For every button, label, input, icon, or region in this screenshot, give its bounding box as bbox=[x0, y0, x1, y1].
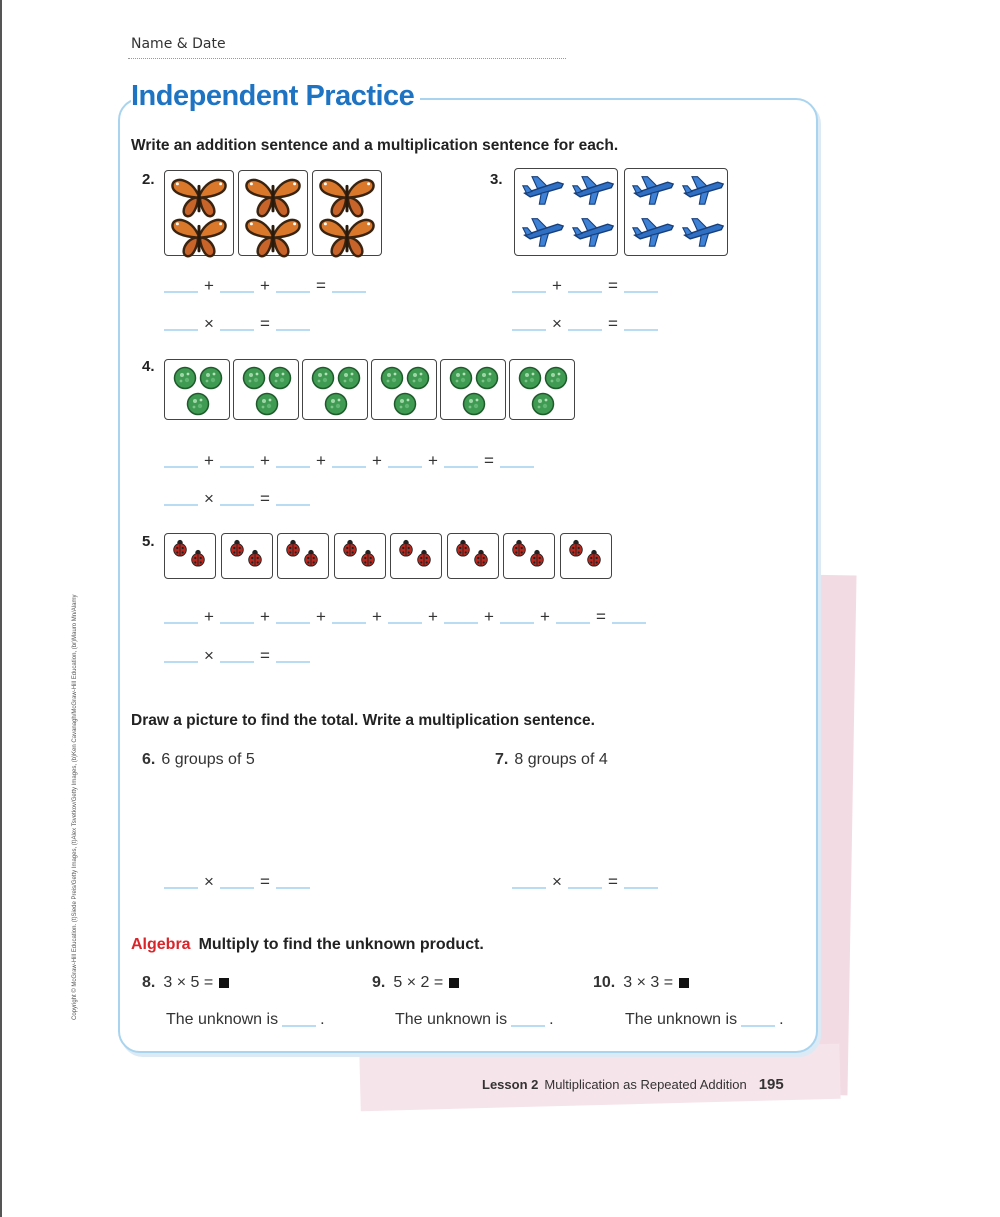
ladybug-icon bbox=[359, 549, 377, 572]
answer-blank[interactable] bbox=[624, 875, 658, 889]
answer-blank[interactable] bbox=[332, 454, 366, 468]
green-ball-icon bbox=[268, 366, 292, 395]
lesson-title: Multiplication as Repeated Addition bbox=[544, 1077, 747, 1092]
instruction-addition-multiplication: Write an addition sentence and a multiplication sentence for each. bbox=[131, 137, 619, 154]
problem-5-number: 5. bbox=[142, 533, 155, 550]
problem-7-number: 7. bbox=[495, 751, 509, 768]
answer-blank[interactable] bbox=[444, 454, 478, 468]
answer-blank[interactable] bbox=[164, 317, 198, 331]
ladybug-icon bbox=[189, 549, 207, 572]
answer-blank[interactable] bbox=[220, 454, 254, 468]
ladybug-icon bbox=[567, 539, 585, 562]
answer-blank[interactable] bbox=[568, 317, 602, 331]
group-box bbox=[334, 533, 386, 579]
group-box bbox=[447, 533, 499, 579]
problem-4-number: 4. bbox=[142, 358, 155, 375]
green-ball-icon bbox=[255, 392, 279, 421]
problem-2-addition-sentence: + + = bbox=[160, 276, 370, 296]
ladybug-icon bbox=[228, 539, 246, 562]
problem-6 bbox=[142, 751, 255, 769]
answer-blank[interactable] bbox=[444, 610, 478, 624]
problem-6-multiplication-sentence: × = bbox=[160, 872, 314, 892]
lesson-number: Lesson 2 bbox=[482, 1077, 539, 1092]
answer-blank[interactable] bbox=[276, 649, 310, 663]
group-box bbox=[233, 359, 299, 420]
answer-blank[interactable] bbox=[568, 279, 602, 293]
green-ball-icon bbox=[475, 366, 499, 395]
answer-blank[interactable] bbox=[388, 454, 422, 468]
problem-7-text: 8 groups of 4 bbox=[514, 751, 608, 768]
group-box bbox=[440, 359, 506, 420]
problem-10-unknown: The unknown is . bbox=[625, 1011, 784, 1028]
answer-blank[interactable] bbox=[164, 649, 198, 663]
problem-4-multiplication-sentence: × = bbox=[160, 489, 314, 509]
answer-blank[interactable] bbox=[512, 279, 546, 293]
green-ball-icon bbox=[531, 392, 555, 421]
group-box bbox=[164, 359, 230, 420]
answer-blank[interactable] bbox=[511, 1013, 545, 1027]
answer-blank[interactable] bbox=[220, 610, 254, 624]
group-box bbox=[277, 533, 329, 579]
green-ball-icon bbox=[449, 366, 473, 395]
answer-blank[interactable] bbox=[556, 610, 590, 624]
ladybug-icon bbox=[415, 549, 433, 572]
problem-5-addition-sentence: + + + + + + + = bbox=[160, 607, 650, 627]
answer-blank[interactable] bbox=[282, 1013, 316, 1027]
airplane-icon bbox=[571, 215, 615, 253]
answer-blank[interactable] bbox=[332, 610, 366, 624]
problem-9-equation: 9. 5 × 2 = bbox=[372, 974, 459, 992]
butterfly-icon bbox=[243, 215, 303, 263]
green-ball-icon bbox=[337, 366, 361, 395]
problem-3-number: 3. bbox=[490, 171, 503, 188]
airplane-icon bbox=[681, 173, 725, 211]
algebra-instruction: Multiply to find the unknown product. bbox=[198, 936, 484, 953]
group-box bbox=[312, 170, 382, 256]
green-ball-icon bbox=[518, 366, 542, 395]
answer-blank[interactable] bbox=[388, 610, 422, 624]
green-ball-icon bbox=[242, 366, 266, 395]
answer-blank[interactable] bbox=[276, 492, 310, 506]
answer-blank[interactable] bbox=[741, 1013, 775, 1027]
answer-blank[interactable] bbox=[220, 649, 254, 663]
problem-2-number: 2. bbox=[142, 171, 155, 188]
unknown-square-icon bbox=[449, 978, 459, 988]
answer-blank[interactable] bbox=[568, 875, 602, 889]
copyright-text: Copyright © McGraw-Hill Education. (t)Siede Preis/Getty Images, (t)Alex Tsvetkov/Getty Images, (b)Ken Cavanagh/McGraw-Hill Education, (br)Mauro Mn/Alamy bbox=[72, 594, 78, 1020]
airplane-icon bbox=[521, 215, 565, 253]
ladybug-icon bbox=[341, 539, 359, 562]
green-ball-icon bbox=[380, 366, 404, 395]
page-left-border bbox=[0, 0, 2, 1217]
problem-8-unknown: The unknown is . bbox=[166, 1011, 325, 1028]
answer-blank[interactable] bbox=[164, 454, 198, 468]
green-ball-icon bbox=[544, 366, 568, 395]
problem-2-multiplication-sentence: × = bbox=[160, 314, 314, 334]
answer-blank[interactable] bbox=[220, 317, 254, 331]
answer-blank[interactable] bbox=[276, 610, 310, 624]
answer-blank[interactable] bbox=[624, 279, 658, 293]
answer-blank[interactable] bbox=[624, 317, 658, 331]
problem-3-multiplication-sentence: × = bbox=[508, 314, 662, 334]
airplane-icon bbox=[631, 173, 675, 211]
problem-8-equation: 8. 3 × 5 = bbox=[142, 974, 229, 992]
answer-blank[interactable] bbox=[500, 610, 534, 624]
group-box bbox=[560, 533, 612, 579]
group-box bbox=[221, 533, 273, 579]
answer-blank[interactable] bbox=[612, 610, 646, 624]
group-box bbox=[390, 533, 442, 579]
answer-blank[interactable] bbox=[512, 875, 546, 889]
ladybug-icon bbox=[472, 549, 490, 572]
ladybug-icon bbox=[171, 539, 189, 562]
group-box bbox=[164, 170, 234, 256]
answer-blank[interactable] bbox=[164, 875, 198, 889]
ladybug-icon bbox=[284, 539, 302, 562]
airplane-icon bbox=[521, 173, 565, 211]
green-ball-icon bbox=[462, 392, 486, 421]
answer-blank[interactable] bbox=[220, 875, 254, 889]
butterfly-icon bbox=[317, 215, 377, 263]
answer-blank[interactable] bbox=[276, 317, 310, 331]
page-footer bbox=[482, 1076, 784, 1093]
answer-blank[interactable] bbox=[220, 492, 254, 506]
ladybug-icon bbox=[585, 549, 603, 572]
airplane-icon bbox=[571, 173, 615, 211]
answer-blank[interactable] bbox=[500, 454, 534, 468]
green-ball-icon bbox=[199, 366, 223, 395]
ladybug-icon bbox=[454, 539, 472, 562]
problem-9-unknown: The unknown is . bbox=[395, 1011, 554, 1028]
answer-blank[interactable] bbox=[512, 317, 546, 331]
ladybug-icon bbox=[510, 539, 528, 562]
ladybug-icon bbox=[397, 539, 415, 562]
problem-3-addition-sentence: + = bbox=[508, 276, 662, 296]
answer-blank[interactable] bbox=[276, 279, 310, 293]
name-date-line[interactable] bbox=[128, 58, 566, 59]
airplane-icon bbox=[631, 215, 675, 253]
green-ball-icon bbox=[186, 392, 210, 421]
green-ball-icon bbox=[173, 366, 197, 395]
algebra-label: Algebra bbox=[131, 936, 191, 953]
answer-blank[interactable] bbox=[332, 279, 366, 293]
answer-blank[interactable] bbox=[164, 492, 198, 506]
group-box bbox=[371, 359, 437, 420]
answer-blank[interactable] bbox=[220, 279, 254, 293]
unknown-square-icon bbox=[219, 978, 229, 988]
group-box bbox=[509, 359, 575, 420]
airplane-icon bbox=[681, 215, 725, 253]
group-box bbox=[503, 533, 555, 579]
problem-10-equation: 10. 3 × 3 = bbox=[593, 974, 689, 992]
algebra-heading bbox=[131, 936, 484, 954]
problem-6-text: 6 groups of 5 bbox=[161, 751, 255, 768]
ladybug-icon bbox=[246, 549, 264, 572]
green-ball-icon bbox=[311, 366, 335, 395]
group-box bbox=[514, 168, 618, 256]
group-box bbox=[164, 533, 216, 579]
problem-5-multiplication-sentence: × = bbox=[160, 646, 314, 666]
problem-7-multiplication-sentence: × = bbox=[508, 872, 662, 892]
problem-6-number: 6. bbox=[142, 751, 156, 768]
unknown-square-icon bbox=[679, 978, 689, 988]
page-number: 195 bbox=[758, 1076, 784, 1093]
answer-blank[interactable] bbox=[164, 279, 198, 293]
name-date-label: Name & Date bbox=[131, 36, 226, 52]
problem-4-addition-sentence: + + + + + = bbox=[160, 451, 538, 471]
group-box bbox=[302, 359, 368, 420]
answer-blank[interactable] bbox=[276, 454, 310, 468]
page-title: Independent Practice bbox=[131, 80, 420, 113]
group-box bbox=[238, 170, 308, 256]
answer-blank[interactable] bbox=[276, 875, 310, 889]
ladybug-icon bbox=[302, 549, 320, 572]
green-ball-icon bbox=[324, 392, 348, 421]
green-ball-icon bbox=[406, 366, 430, 395]
answer-blank[interactable] bbox=[164, 610, 198, 624]
group-box bbox=[624, 168, 728, 256]
butterfly-icon bbox=[169, 215, 229, 263]
instruction-draw-picture: Draw a picture to find the total. Write a multiplication sentence. bbox=[131, 712, 595, 729]
problem-7 bbox=[495, 751, 608, 769]
ladybug-icon bbox=[528, 549, 546, 572]
green-ball-icon bbox=[393, 392, 417, 421]
